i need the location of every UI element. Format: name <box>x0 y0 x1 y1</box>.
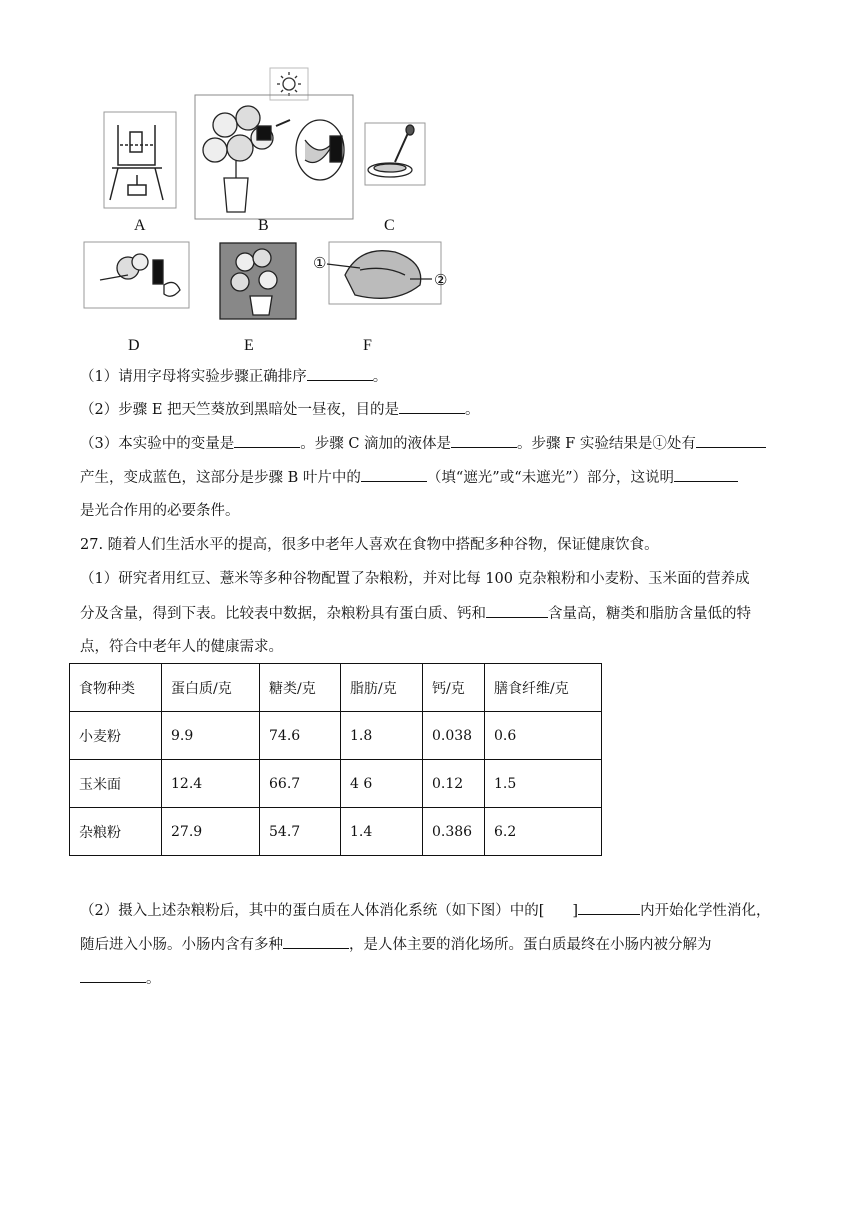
marker-1: ① <box>313 254 327 272</box>
table-cell: 6.2 <box>485 808 602 856</box>
q27-title: 27. 随着人们生活水平的提高，很多中老年人喜欢在食物中搭配多种谷物，保证健康饮食。 <box>80 537 659 553</box>
table-header-cell: 钙/克 <box>423 664 485 712</box>
table-cell: 27.9 <box>162 808 260 856</box>
q27-part1-line3: 点，符合中老年人的健康需求。 <box>80 639 283 655</box>
table-cell: 1.4 <box>341 808 423 856</box>
panel-f-leaf-result <box>327 242 441 304</box>
table-cell: 杂粮粉 <box>70 808 162 856</box>
answer-blank[interactable] <box>283 934 349 949</box>
experiment-figure <box>0 0 860 354</box>
panel-e-dark <box>220 243 296 319</box>
answer-blank[interactable] <box>674 467 738 482</box>
panel-c-dropper <box>365 123 425 185</box>
table-cell: 0.038 <box>423 712 485 760</box>
table-cell: 0.6 <box>485 712 602 760</box>
label-b: B <box>258 217 269 234</box>
q26-part3-line3: 是光合作用的必要条件。 <box>80 503 240 519</box>
label-c: C <box>384 217 395 234</box>
answer-blank[interactable] <box>80 968 146 983</box>
q27-part1-line2: 分及含量，得到下表。比较表中数据，杂粮粉具有蛋白质、钙和 含量高，糖类和脂肪含量低的特 <box>80 603 751 624</box>
table-cell: 12.4 <box>162 760 260 808</box>
answer-blank[interactable] <box>696 433 766 448</box>
table-cell: 0.386 <box>423 808 485 856</box>
label-a: A <box>134 217 146 234</box>
table-cell: 74.6 <box>260 712 341 760</box>
q26-part1: （1）请用字母将实验步骤正确排序 。 <box>80 366 387 387</box>
table-cell: 9.9 <box>162 712 260 760</box>
answer-blank[interactable] <box>399 399 465 414</box>
answer-blank[interactable] <box>578 900 640 915</box>
table-cell: 54.7 <box>260 808 341 856</box>
panel-b-plant <box>195 95 353 219</box>
table-cell: 1.5 <box>485 760 602 808</box>
q27-part2-line1: （2）摄入上述杂粮粉后，其中的蛋白质在人体消化系统（如下图）中的[ ] 内开始化学性消化， <box>80 900 771 921</box>
table-cell: 0.12 <box>423 760 485 808</box>
q27-part2-line2: 随后进入小肠。小肠内含有多种 ，是人体主要的消化场所。蛋白质最终在小肠内被分解为 <box>80 934 712 955</box>
experiment-illustration <box>0 0 860 350</box>
table-row <box>70 712 602 760</box>
table-cell: 66.7 <box>260 760 341 808</box>
label-e: E <box>244 337 254 354</box>
nutrition-table <box>69 663 602 856</box>
table-header-cell: 糖类/克 <box>260 664 341 712</box>
panel-a-water-bath <box>104 112 176 208</box>
answer-blank[interactable] <box>234 433 300 448</box>
q27-part2-line3: 。 <box>80 968 161 989</box>
label-d: D <box>128 337 140 354</box>
answer-blank[interactable] <box>307 366 373 381</box>
table-header-row <box>70 664 602 712</box>
q26-part3-line1: （3）本实验中的变量是 。步骤 C 滴加的液体是 。步骤 F 实验结果是①处有 <box>80 433 766 454</box>
answer-blank[interactable] <box>361 467 427 482</box>
panel-d-cover-leaf <box>84 242 189 308</box>
answer-blank[interactable] <box>451 433 517 448</box>
table-cell: 小麦粉 <box>70 712 162 760</box>
table-cell: 1.8 <box>341 712 423 760</box>
q26-part2: （2）步骤 E 把天竺葵放到黑暗处一昼夜，目的是 。 <box>80 399 480 420</box>
table-row <box>70 808 602 856</box>
table-header-cell: 蛋白质/克 <box>162 664 260 712</box>
marker-2: ② <box>434 271 448 289</box>
table-header-cell: 膳食纤维/克 <box>485 664 602 712</box>
q26-part3-line2: 产生，变成蓝色，这部分是步骤 B 叶片中的 （填“遮光”或“未遮光”）部分，这说明 <box>80 467 738 488</box>
table-row <box>70 760 602 808</box>
table-header-cell: 脂肪/克 <box>341 664 423 712</box>
table-cell: 玉米面 <box>70 760 162 808</box>
table-header-cell: 食物种类 <box>70 664 162 712</box>
label-f: F <box>363 337 372 354</box>
q27-part1-line1: （1）研究者用红豆、薏米等多种谷物配置了杂粮粉，并对比每 100 克杂粮粉和小麦粉、玉米面的营养成 <box>80 571 750 587</box>
answer-blank[interactable] <box>486 603 548 618</box>
table-cell: 4 6 <box>341 760 423 808</box>
